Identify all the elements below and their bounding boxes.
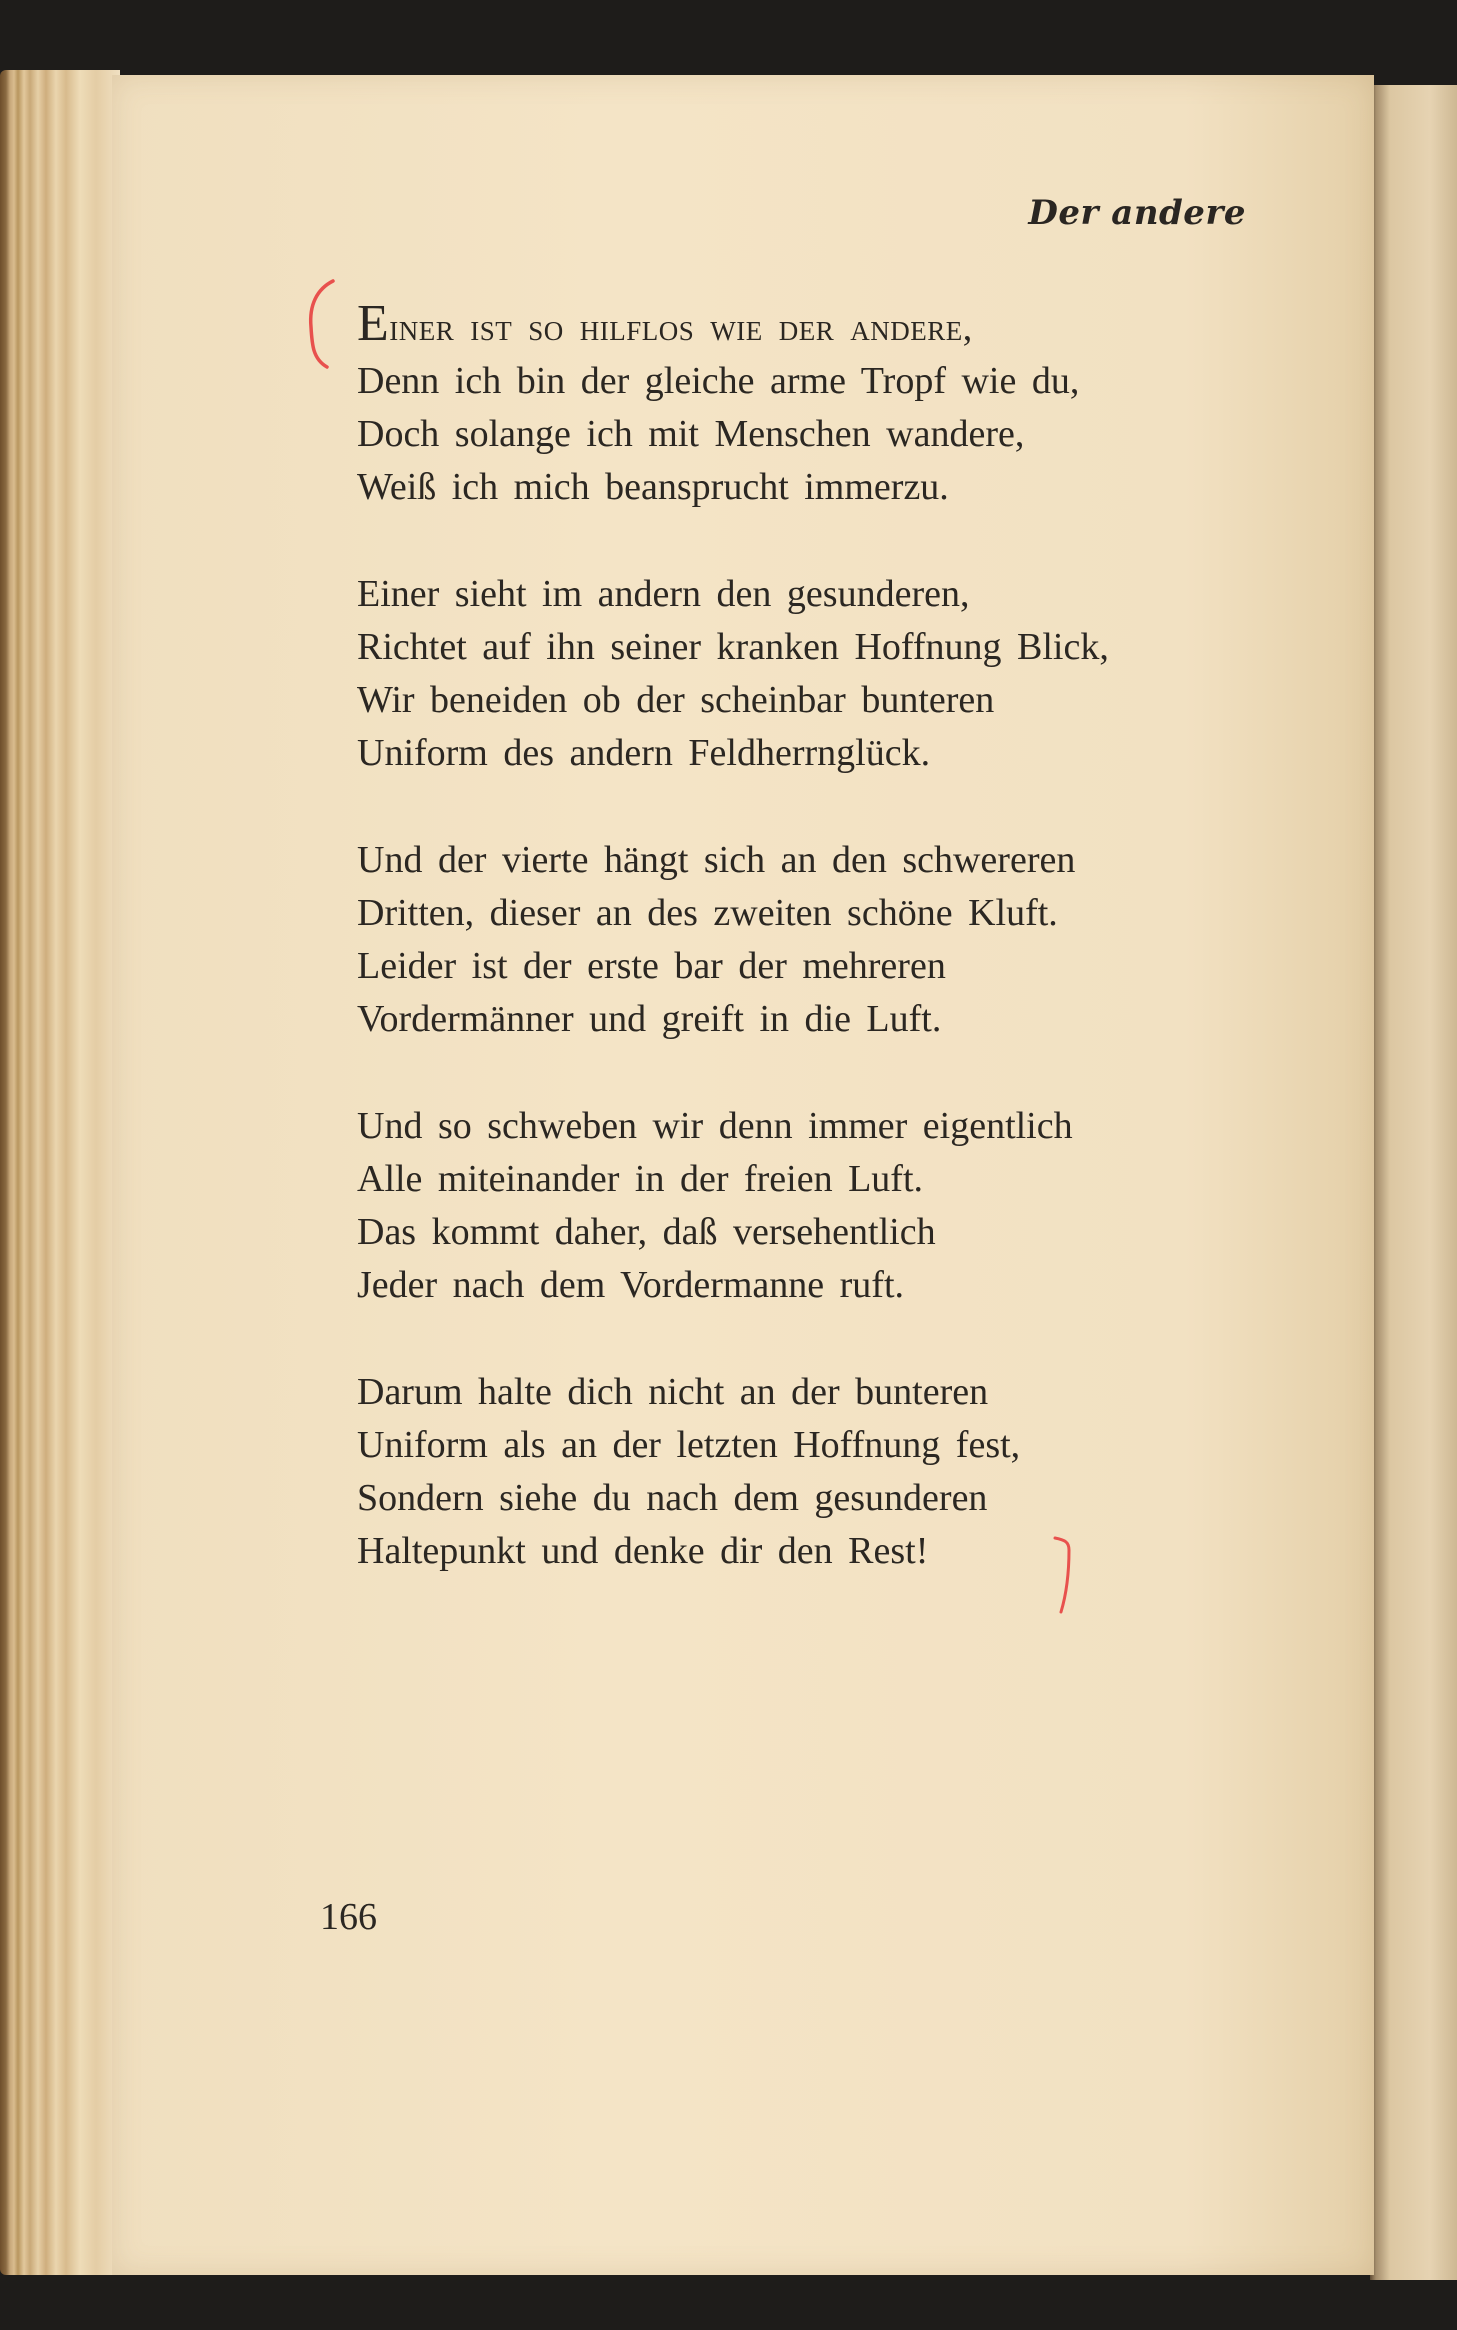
- initial-letter: E: [357, 295, 390, 352]
- poem-line: Leider ist der erste bar der mehreren: [357, 945, 946, 987]
- poem-line: Weiß ich mich beansprucht immerzu.: [357, 466, 949, 508]
- poem-line: Jeder nach dem Vordermanne ruft.: [357, 1264, 905, 1306]
- facing-page-edge: [1370, 85, 1457, 2280]
- stanza-4: [357, 1100, 1357, 1312]
- poem-line: Denn ich bin der gleiche arme Tropf wie du,: [357, 360, 1080, 402]
- poem-line: Einer sieht im andern den gesunderen,: [357, 573, 970, 615]
- poem-line: Uniform als an der letzten Hoffnung fest,: [357, 1424, 1021, 1466]
- poem-line: Und so schweben wir denn immer eigentlich: [357, 1105, 1073, 1147]
- poem-line: Und der vierte hängt sich an den schwereren: [357, 839, 1076, 881]
- poem-line: Richtet auf ihn seiner kranken Hoffnung Blick,: [357, 626, 1109, 668]
- poem-first-line: [357, 297, 1357, 355]
- poem-line: Darum halte dich nicht an der bunteren: [357, 1371, 989, 1413]
- stanza-2: [357, 568, 1357, 780]
- first-line-text: iner ist so hilflos wie der andere,: [389, 307, 973, 349]
- stanza-1: [357, 297, 1357, 514]
- poem-line: Wir beneiden ob der scheinbar bunteren: [357, 679, 995, 721]
- poem-line: Uniform des andern Feldherrnglück.: [357, 732, 931, 774]
- page-edges: [0, 70, 120, 2275]
- stanza-3: [357, 834, 1357, 1046]
- poem-line: Dritten, dieser an des zweiten schöne Kluft.: [357, 892, 1058, 934]
- poem-line: Vordermänner und greift in die Luft.: [357, 998, 942, 1040]
- book-page: [112, 75, 1374, 2275]
- poem-line: Alle miteinander in der freien Luft.: [357, 1158, 924, 1200]
- poem-line: Das kommt daher, daß versehentlich: [357, 1211, 936, 1253]
- poem: [357, 297, 1357, 1632]
- stanza-5: [357, 1366, 1357, 1578]
- page-number: 166: [320, 1896, 377, 1938]
- poem-line: Sondern siehe du nach dem gesunderen: [357, 1477, 988, 1519]
- running-head: Der andere: [1028, 193, 1246, 233]
- poem-line: Doch solange ich mit Menschen wandere,: [357, 413, 1025, 455]
- opening-bracket-mark: [287, 275, 347, 385]
- poem-line: Haltepunkt und denke dir den Rest!: [357, 1530, 929, 1572]
- closing-bracket-mark: [1047, 1530, 1087, 1630]
